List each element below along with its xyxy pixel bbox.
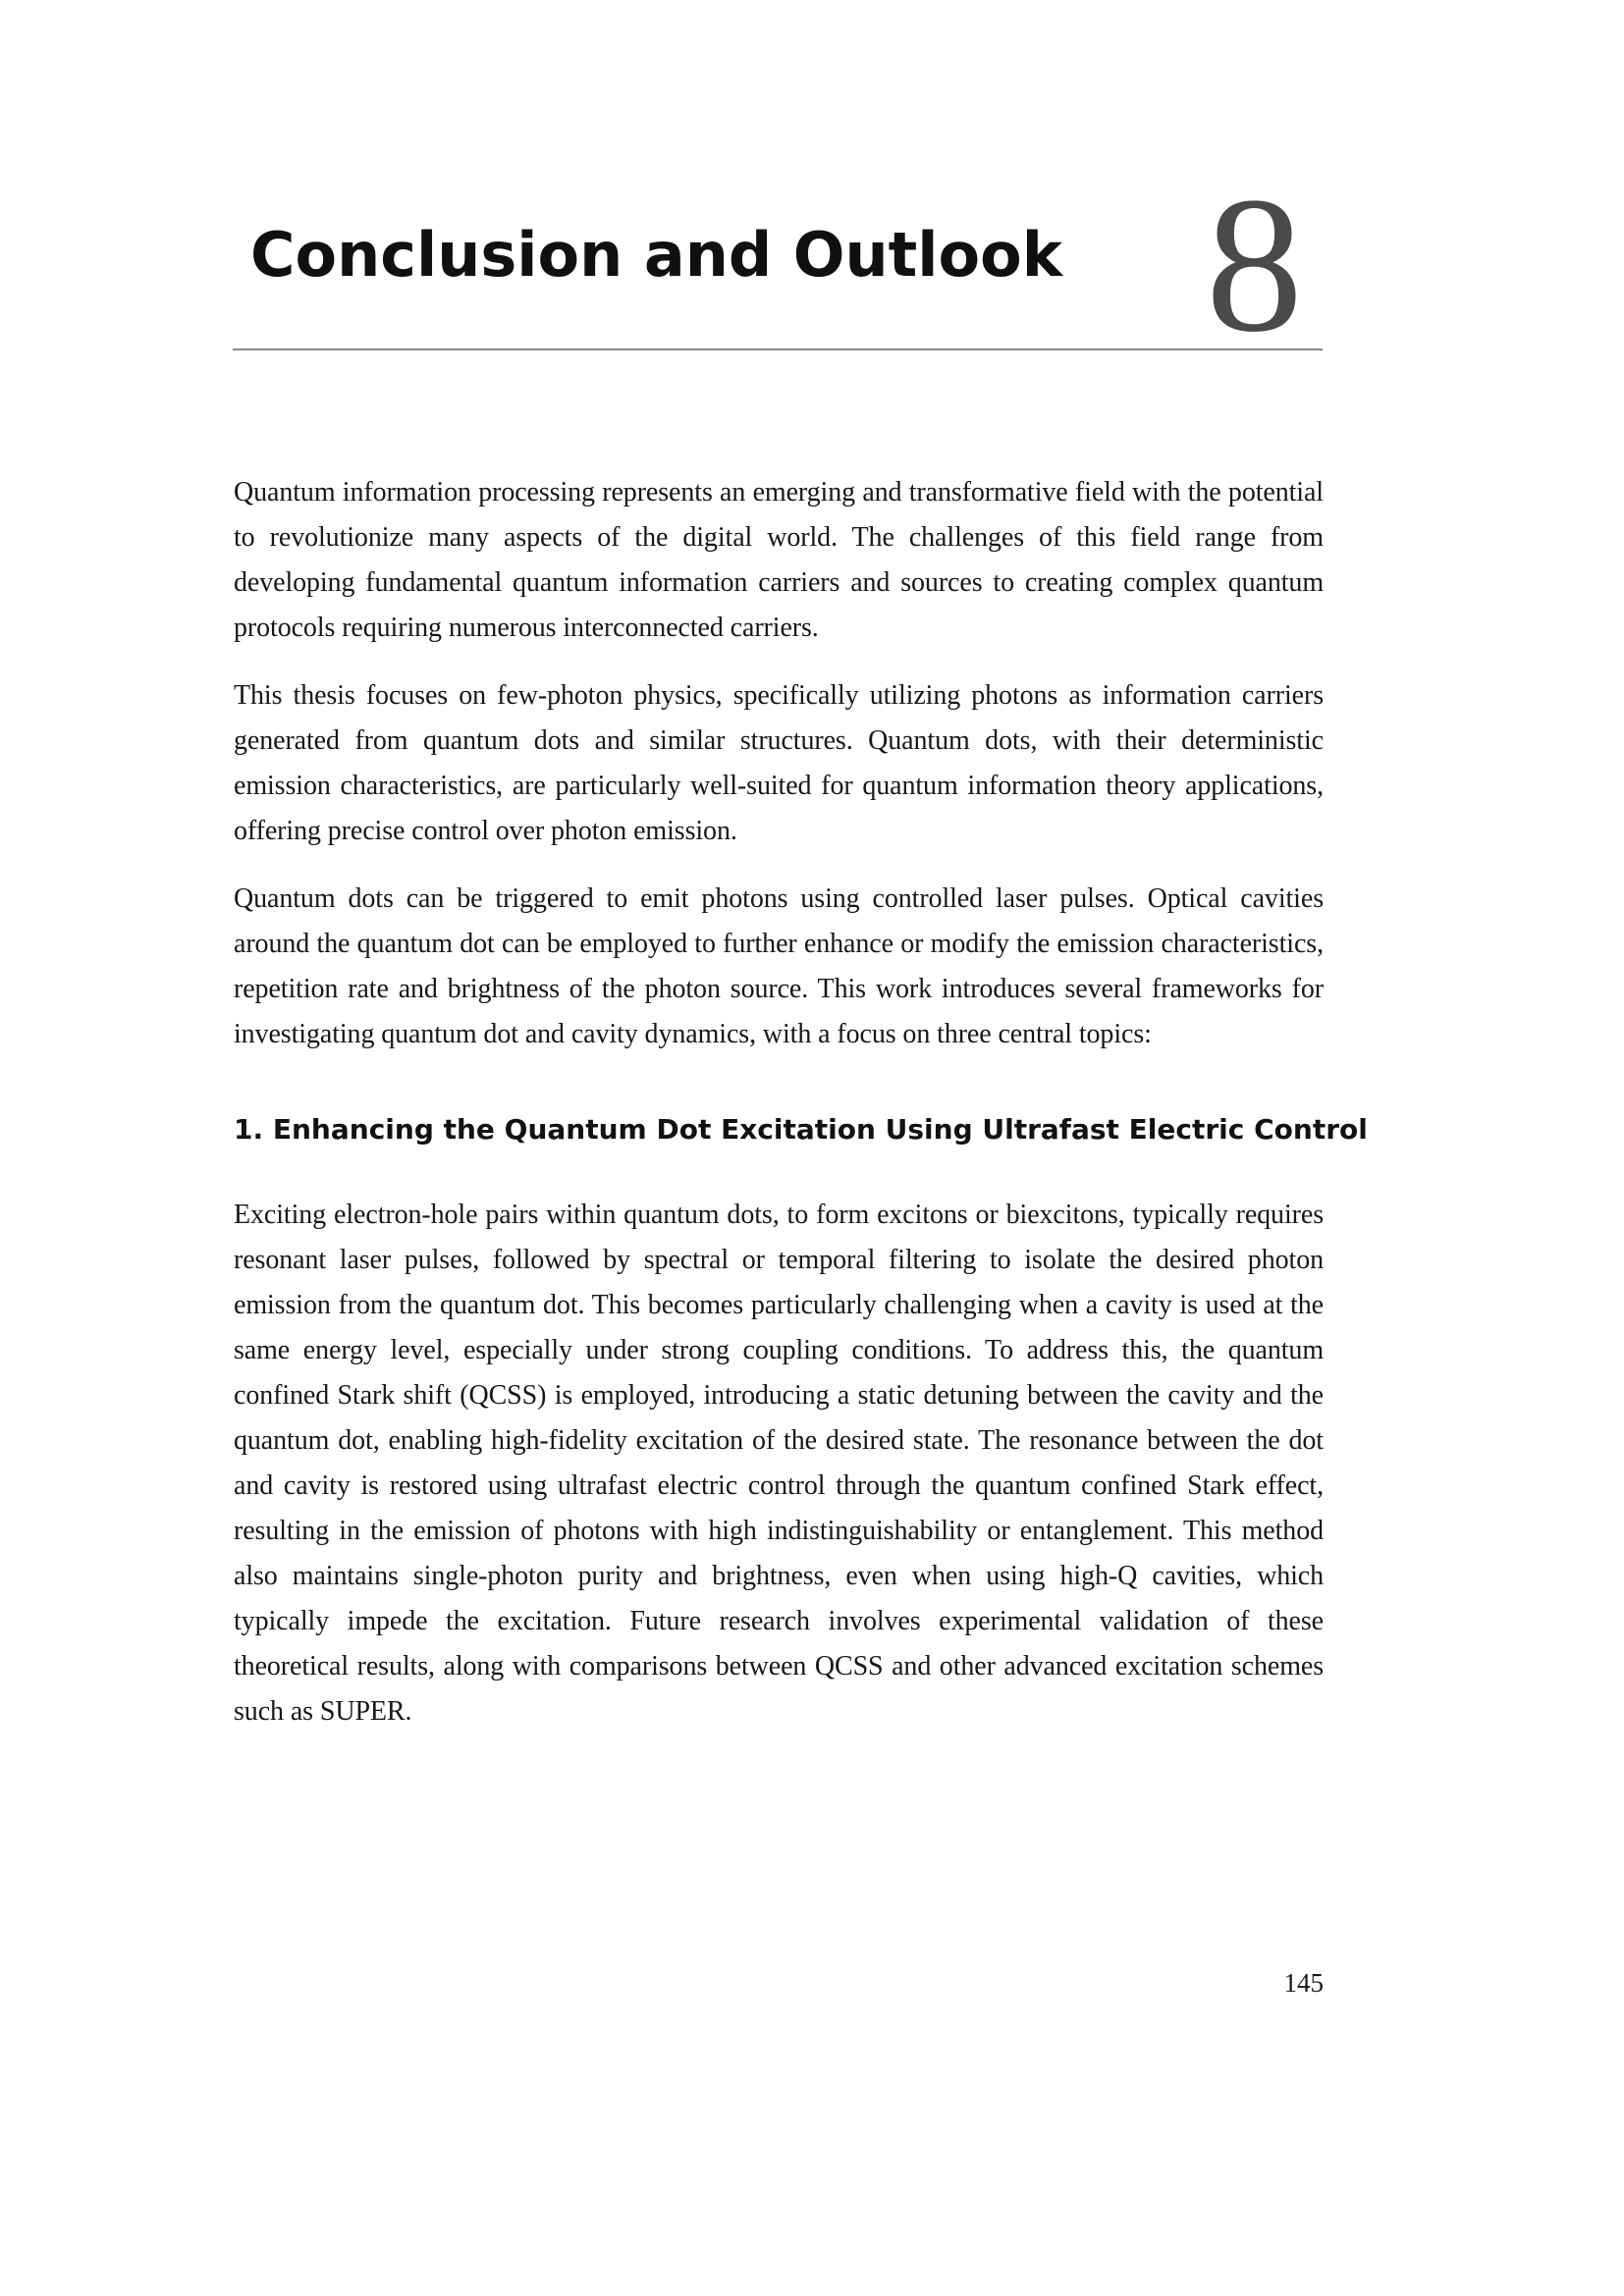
intro-paragraph-3: Quantum dots can be triggered to emit photons using controlled laser pulses. Optical cavities around the quantum dot can be employed to further enhance or modify the emission characteristics, repetition rate and brightness of the photon source. This work introduces several frameworks for investigating quantum dot and cavity dynamics, with a focus on three central topics:: [234, 883, 1324, 1049]
section-heading: 1. Enhancing the Quantum Dot Excitation Using Ultrafast Electric Control: [234, 1113, 1368, 1146]
chapter-number: 8: [1206, 157, 1303, 372]
chapter-title: Conclusion and Outlook: [250, 219, 1062, 291]
page-number: 145: [1283, 1968, 1324, 1998]
chapter-header: [233, 157, 1323, 372]
intro-paragraph-2: This thesis focuses on few-photon physics, specifically utilizing photons as information carriers generated from quantum dots and similar structures. Quantum dots, with their deterministic emission characteristics, are particularly well-suited for quantum information theory applications, offering precise control over photon emission.: [234, 680, 1324, 846]
intro-paragraph-1: Quantum information processing represents an emerging and transformative field with the potential to revolutionize many aspects of the digital world. The challenges of this field range from developing fundamental quantum information carriers and sources to creating complex quantum protocols requiring numerous interconnected carriers.: [234, 477, 1324, 643]
section-paragraph: Exciting electron-hole pairs within quantum dots, to form excitons or biexcitons, typically requires resonant laser pulses, followed by spectral or temporal filtering to isolate the desired photon emission from the quantum dot. This becomes particularly challenging when a cavity is used at the same energy level, especially under strong coupling conditions. To address this, the quantum confined Stark shift (QCSS) is employed, introducing a static detuning between the cavity and the quantum dot, enabling high-fidelity excitation of the desired state. The resonance between the dot and cavity is restored using ultrafast electric control through the quantum confined Stark effect, resulting in the emission of photons with high indistinguishability or entanglement. This method also maintains single-photon purity and brightness, even when using high-Q cavities, which typically impede the excitation. Future research involves experimental validation of these theoretical results, along with comparisons between QCSS and other advanced excitation schemes such as SUPER.: [234, 1200, 1324, 1727]
chapter-body: [234, 470, 1368, 1757]
